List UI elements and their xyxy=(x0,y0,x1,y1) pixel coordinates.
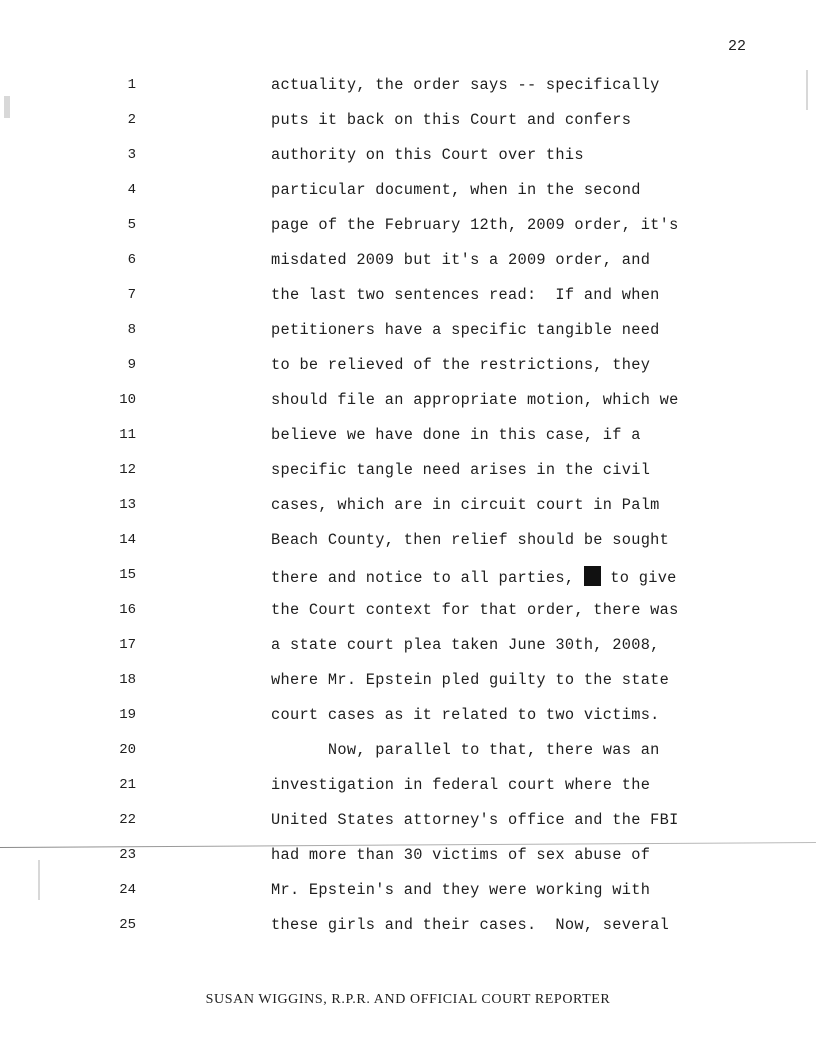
line-text: investigation in federal court where the xyxy=(271,776,651,794)
line-number: 4 xyxy=(127,182,136,198)
line-text: misdated 2009 but it's a 2009 order, and xyxy=(271,251,651,269)
line-number: 5 xyxy=(127,217,136,233)
line-number: 6 xyxy=(127,252,136,268)
line-number: 3 xyxy=(127,147,136,163)
line-number: 25 xyxy=(119,917,136,933)
line-text: a state court plea taken June 30th, 2008, xyxy=(271,636,660,654)
line-text: had more than 30 victims of sex abuse of xyxy=(271,846,651,864)
scan-edge-mark xyxy=(38,860,40,900)
line-text: believe we have done in this case, if a xyxy=(271,426,641,444)
line-number: 11 xyxy=(119,427,136,443)
line-number: 21 xyxy=(119,777,136,793)
page-number: 22 xyxy=(727,38,746,55)
line-text xyxy=(271,566,791,587)
line-number: 13 xyxy=(119,497,136,513)
line-text: authority on this Court over this xyxy=(271,146,584,164)
line-text: should file an appropriate motion, which we xyxy=(271,391,679,409)
line-number: 23 xyxy=(119,847,136,863)
line-text: particular document, when in the second xyxy=(271,181,641,199)
line-number: 22 xyxy=(119,812,136,828)
line-text: cases, which are in circuit court in Palm xyxy=(271,496,660,514)
line-text: petitioners have a specific tangible need xyxy=(271,321,660,339)
line-number: 12 xyxy=(119,462,136,478)
line-number: 24 xyxy=(119,882,136,898)
line-text: page of the February 12th, 2009 order, it's xyxy=(271,216,679,234)
line-text: these girls and their cases. Now, several xyxy=(271,916,670,934)
line-text: the last two sentences read: If and when xyxy=(271,286,660,304)
line-number: 18 xyxy=(119,672,136,688)
scan-edge-mark xyxy=(806,70,808,110)
reporter-footer: SUSAN WIGGINS, R.P.R. AND OFFICIAL COURT REPORTER xyxy=(205,992,611,1007)
line-text: puts it back on this Court and confers xyxy=(271,111,632,129)
line-text: United States attorney's office and the FBI xyxy=(271,811,679,829)
line-text: Now, parallel to that, there was an xyxy=(271,741,660,759)
line-number: 14 xyxy=(119,532,136,548)
line-text: Mr. Epstein's and they were working with xyxy=(271,881,651,899)
line-number: 15 xyxy=(119,567,136,583)
line-text: Beach County, then relief should be sought xyxy=(271,531,670,549)
line-number: 17 xyxy=(119,637,136,653)
line-number: 2 xyxy=(127,112,136,128)
line-text: to be relieved of the restrictions, they xyxy=(271,356,651,374)
line-text: where Mr. Epstein pled guilty to the state xyxy=(271,671,670,689)
line-text-before-redaction: there and notice to all parties, xyxy=(271,569,584,587)
scan-edge-mark xyxy=(4,96,10,118)
redaction-box xyxy=(584,566,601,586)
line-number: 7 xyxy=(127,287,136,303)
line-text: specific tangle need arises in the civil xyxy=(271,461,651,479)
line-number: 9 xyxy=(127,357,136,373)
line-text: the Court context for that order, there was xyxy=(271,601,679,619)
line-number: 19 xyxy=(119,707,136,723)
line-number: 10 xyxy=(119,392,136,408)
line-text: actuality, the order says -- specifically xyxy=(271,76,660,94)
line-number: 16 xyxy=(119,602,136,618)
line-number: 1 xyxy=(127,77,136,93)
line-number: 8 xyxy=(127,322,136,338)
line-text: court cases as it related to two victims. xyxy=(271,706,660,724)
line-number: 20 xyxy=(119,742,136,758)
line-text-after-redaction: to give xyxy=(600,569,677,587)
